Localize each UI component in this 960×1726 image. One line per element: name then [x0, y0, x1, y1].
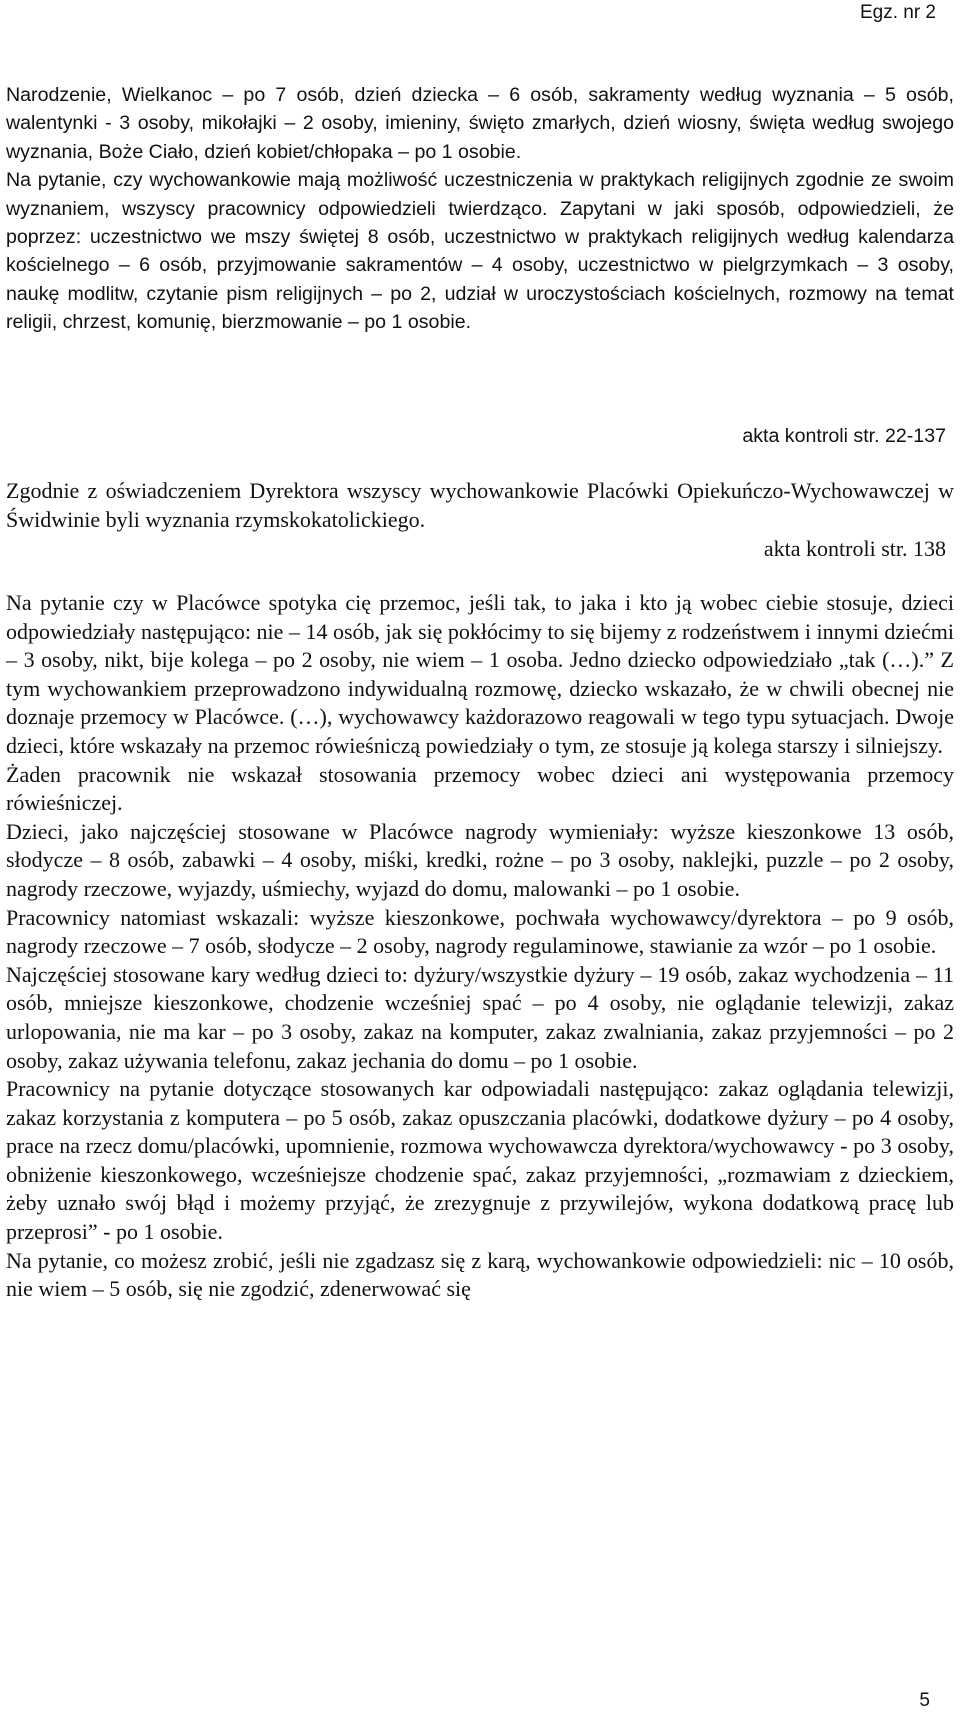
- reference-note: akta kontroli str. 22-137: [742, 425, 946, 447]
- paragraph-director-statement: Zgodnie z oświadczeniem Dyrektora wszyscy wychowankowie Placówki Opiekuńczo-Wychowawczej w Świdwinie byli wyznania rzymskokatolickiego.: [6, 478, 954, 532]
- page-number: 5: [919, 1690, 930, 1711]
- paragraph-punishments-children: Najczęściej stosowane kary według dzieci to: dyżury/wszystkie dyżury – 19 osób, zakaz wychodzenia – 11 osób, mniejsze kieszonkowe, chodzenie wcześniej spać – po 4 osoby, nie oglądanie telewizji, zakaz urlopowania, nie ma kar – po 3 osoby, zakaz na komputer, zakaz zwalniania, zakaz przyjemności – po 2 osoby, zakaz używania telefonu, zakaz jechania do domu – po 1 osobie.: [6, 961, 954, 1073]
- copy-number-label: Egz. nr 2: [859, 2, 936, 23]
- paragraph-disagreement: Na pytanie, co możesz zrobić, jeśli nie zgadzasz się z karą, wychowankowie odpowiedzieli: nic – 10 osób, nie wiem – 5 osób, się nie zgodzić, zdenerwować się: [6, 1247, 954, 1302]
- paragraph-violence-staff: Żaden pracownik nie wskazał stosowania przemocy wobec dzieci ani występowania przemocy rówieśniczej.: [6, 761, 954, 816]
- paragraph-rewards-staff: Pracownicy natomiast wskazali: wyższe kieszonkowe, pochwała wychowawcy/dyrektora – po 9 osób, nagrody rzeczowe – 7 osób, słodycze – 2 osoby, nagrody regulaminowe, stawianie za wzór – po 1 osobie.: [6, 904, 954, 959]
- paragraph-holidays: Narodzenie, Wielkanoc – po 7 osób, dzień dziecka – 6 osób, sakramenty według wyznania – 5 osób, walentynki - 3 osoby, mikołajki – 2 osoby, imieniny, święto zmarłych, dzień wiosny, święta według swojego wyznania, Boże Ciało, dzień kobiet/chłopaka – po 1 osobie.: [6, 84, 954, 163]
- paragraph-religious-practices: Na pytanie, czy wychowankowie mają możliwość uczestniczenia w praktykach religijnych zgodnie ze swoim wyznaniem, wszyscy pracownicy odpowiedzieli twierdząco. Zapytani w jaki sposób, odpowiedzieli, że poprzez: uczestnictwo we mszy świętej 8 osób, uczestnictwo w praktykach religijnych według kalendarza kościelnego – 6 osób, przyjmowanie sakramentów – 4 osoby, uczestnictwo w pielgrzymkach – 3 osoby, naukę modlitw, czytanie pism religijnych – po 2, udział w uroczystościach kościelnych, rozmowy na temat religii, chrzest, komunię, bierzmowanie – po 1 osobie.: [6, 169, 954, 334]
- paragraph-violence-children: Na pytanie czy w Placówce spotyka cię przemoc, jeśli tak, to jaka i kto ją wobec ciebie stosuje, dzieci odpowiedziały następująco: nie – 14 osób, jak się pokłócimy to się bijemy z rodzeństwem i innymi dziećmi – 3 osoby, nikt, bije kolega – po 2 osoby, nie wiem – 1 osoba. Jedno dziecko odpowiedziało „tak (…).” Z tym wychowankiem przeprowadzono indywidualną rozmowę, dziecko wskazało, że w chwili obecnej nie doznaje przemocy w Placówce. (…), wychowawcy każdorazowo reagowali w tego typu sytuacjach. Dwoje dzieci, które wskazały na przemoc rówieśniczą powiedziały o tym, ze stosuje ją kolega starszy i silniejszy.: [6, 590, 954, 758]
- section-religious-practices: [6, 81, 954, 337]
- paragraph-punishments-staff: Pracownicy na pytanie dotyczące stosowanych kar odpowiadali następująco: zakaz oglądania telewizji, zakaz korzystania z komputera – po 5 osób, zakaz opuszczania placówki, dodatkowe dyżury – po 4 osoby, prace na rzecz domu/placówki, upomnienie, rozmowa wychowawcza dyrektora/wychowawcy - po 3 osoby, obniżenie kieszonkowego, wcześniejsze chodzenie spać, zakaz przyjemności, „rozmawiam z dzieckiem, żeby uznało swój błąd i możemy przyjąć, że zrezygnuje z przywilejów, wykona dodatkową pracę lub przeprosi” - po 1 osobie.: [6, 1076, 954, 1245]
- paragraph-rewards-children: Dzieci, jako najczęściej stosowane w Placówce nagrody wymieniały: wyższe kieszonkowe 13 osób, słodycze – 8 osób, zabawki – 4 osoby, miśki, kredki, rożne – po 3 osoby, naklejki, puzzle – po 2 osoby, nagrody rzeczowe, wyjazdy, uśmiechy, wyjazd do domu, malowanki – po 1 osobie.: [6, 818, 954, 901]
- section-violence-rewards-punishments: [6, 589, 954, 1304]
- reference-note: akta kontroli str. 138: [763, 536, 946, 561]
